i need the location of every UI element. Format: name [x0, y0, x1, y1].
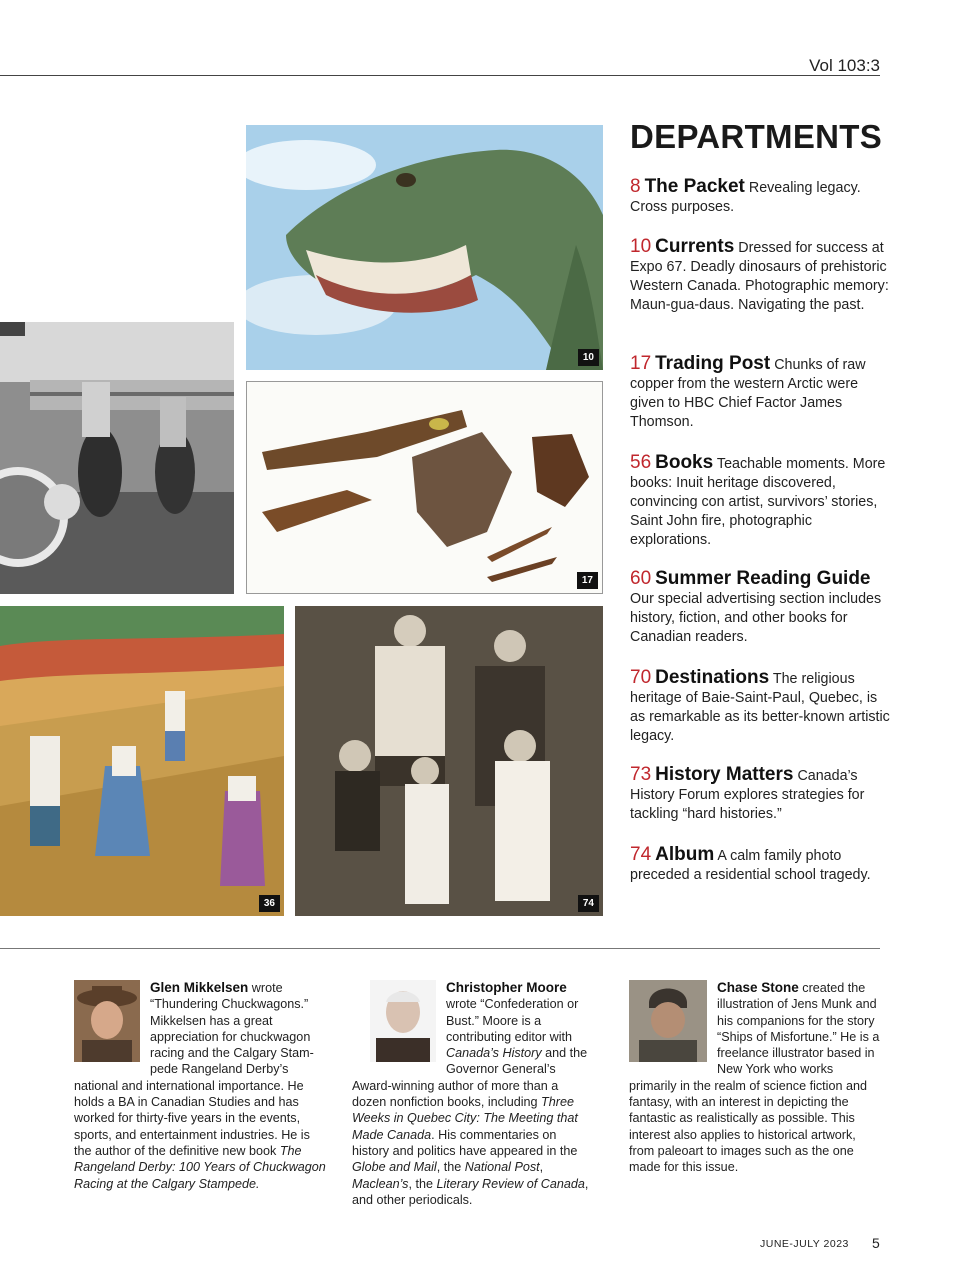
contributor-name: Glen Mikkelsen [150, 980, 249, 995]
contributor-portrait [370, 980, 436, 1062]
contributor-bio [629, 980, 881, 1176]
magazine-title: Canada’s History [446, 1046, 542, 1061]
copper-chunks-photo [246, 381, 603, 594]
department-entry [630, 668, 892, 746]
publication-title: National Post [464, 1160, 540, 1175]
publication-title: Maclean’s [352, 1176, 409, 1191]
page-number: 5 [872, 1235, 880, 1251]
department-entry [630, 845, 892, 885]
contributor-bio [74, 980, 329, 1192]
publication-title: Globe and Mail [352, 1160, 437, 1175]
contributor-name: Chase Stone [717, 980, 799, 995]
contributor-text: , and other periodicals. [352, 1176, 589, 1207]
chuckwagon-photo [0, 322, 234, 594]
contributor-bio [352, 980, 595, 1208]
department-page: 70 [630, 667, 652, 688]
publication-title: Literary Review of Canada [436, 1176, 585, 1191]
department-name: Trading Post [655, 353, 771, 374]
department-page: 73 [630, 764, 652, 785]
separator: , the [408, 1176, 437, 1191]
department-desc: Revealing legacy. Cross purposes. [630, 180, 861, 215]
contributor-book: Three Weeks in Quebec City: The Meeting that Made Canada [352, 1095, 578, 1142]
department-entry [630, 569, 892, 647]
department-name: Currents [655, 236, 735, 257]
page-badge: 17 [577, 572, 598, 589]
departments-heading: DEPARTMENTS [630, 118, 883, 155]
department-entry [630, 453, 892, 550]
family-photo [295, 606, 603, 916]
department-entry [630, 177, 892, 217]
department-page: 74 [630, 844, 652, 865]
section-divider [0, 948, 880, 949]
contributor-text: . His commentaries on history and politics have appeared in the [352, 1127, 578, 1158]
page-badge: 74 [578, 895, 599, 912]
contributor-text: wrote “Thundering Chuckwagons.” Mikkelsen has a great appreciation for chuckwagon racing and the Calgary Stampede Rangeland Derby’s national and international importance. He holds a BA in Canadian Studies and has worked for thirty-five years in the events, sports, and entertainment industries. He is the author of the definitive new book [74, 981, 314, 1158]
contributor-name: Christopher Moore [446, 980, 567, 995]
separator: , the [436, 1160, 465, 1175]
page-badge: 10 [578, 349, 599, 366]
department-entry [630, 354, 892, 432]
department-name: Books [655, 452, 714, 473]
department-page: 60 [630, 568, 652, 589]
page-badge: 36 [259, 895, 280, 912]
department-page: 8 [630, 176, 641, 197]
department-entry [630, 237, 892, 315]
department-page: 10 [630, 236, 652, 257]
contributor-portrait [629, 980, 707, 1062]
department-name: History Matters [655, 764, 794, 785]
department-desc: Dressed for success at Expo 67. Deadly dinosaurs of prehistoric Western Canada. Photographic memory: Maun-gua-daus. Navigating the past. [630, 240, 889, 313]
department-name: Destinations [655, 667, 770, 688]
dinosaur-illustration [246, 125, 603, 370]
contributor-book: The Rangeland Derby: 100 Years of Chuckwagon Racing at the Calgary Stampede. [74, 1143, 326, 1191]
department-desc: The religious heritage of Baie-Saint-Paul, Quebec, is as remarkable as its better-known artistic legacy. [630, 671, 890, 744]
harvest-painting [0, 606, 284, 916]
department-desc: Canada’s History Forum explores strategies for tackling “hard histories.” [630, 768, 865, 822]
department-desc: Our special advertising section includes history, fiction, and other books for Canadian readers. [630, 591, 882, 645]
header-rule [0, 75, 880, 76]
department-desc: A calm family photo preceded a residential school tragedy. [630, 848, 871, 883]
department-name: The Packet [644, 176, 745, 197]
department-page: 17 [630, 353, 652, 374]
contributor-portrait [74, 980, 140, 1062]
department-desc: Teachable moments. More books: Inuit heritage discovered, convincing con artist, survivors’ stories, Saint John fire, photographic explorations. [630, 456, 886, 548]
department-desc: Chunks of raw copper from the western Arctic were given to HBC Chief Factor James Thomson. [630, 357, 866, 430]
contributor-text: wrote “Confederation or Bust.” Moore is a contributing editor with [446, 997, 579, 1044]
department-name: Summer Reading Guide [655, 568, 871, 589]
issue-date: JUNE-JULY 2023 [760, 1238, 849, 1250]
contributor-text: and the Governor General’s Award-winning author of more than a dozen nonfiction books, including [352, 1046, 588, 1110]
separator: , [539, 1160, 544, 1175]
department-page: 56 [630, 452, 652, 473]
department-name: Album [655, 844, 715, 865]
department-entry [630, 765, 892, 824]
contributor-text: created the illustration of Jens Munk and his companions for the story “Ships of Misfortune.” He is a freelance illustrator based in New York who works primarily in the realm of science fiction and fantasy, with an interest in depicting the fantastic as realistically as possible. This interest also applies to historical artwork, from paleoart to images such as the one made for this issue. [629, 981, 880, 1175]
volume-label: Vol 103:3 [809, 56, 880, 75]
